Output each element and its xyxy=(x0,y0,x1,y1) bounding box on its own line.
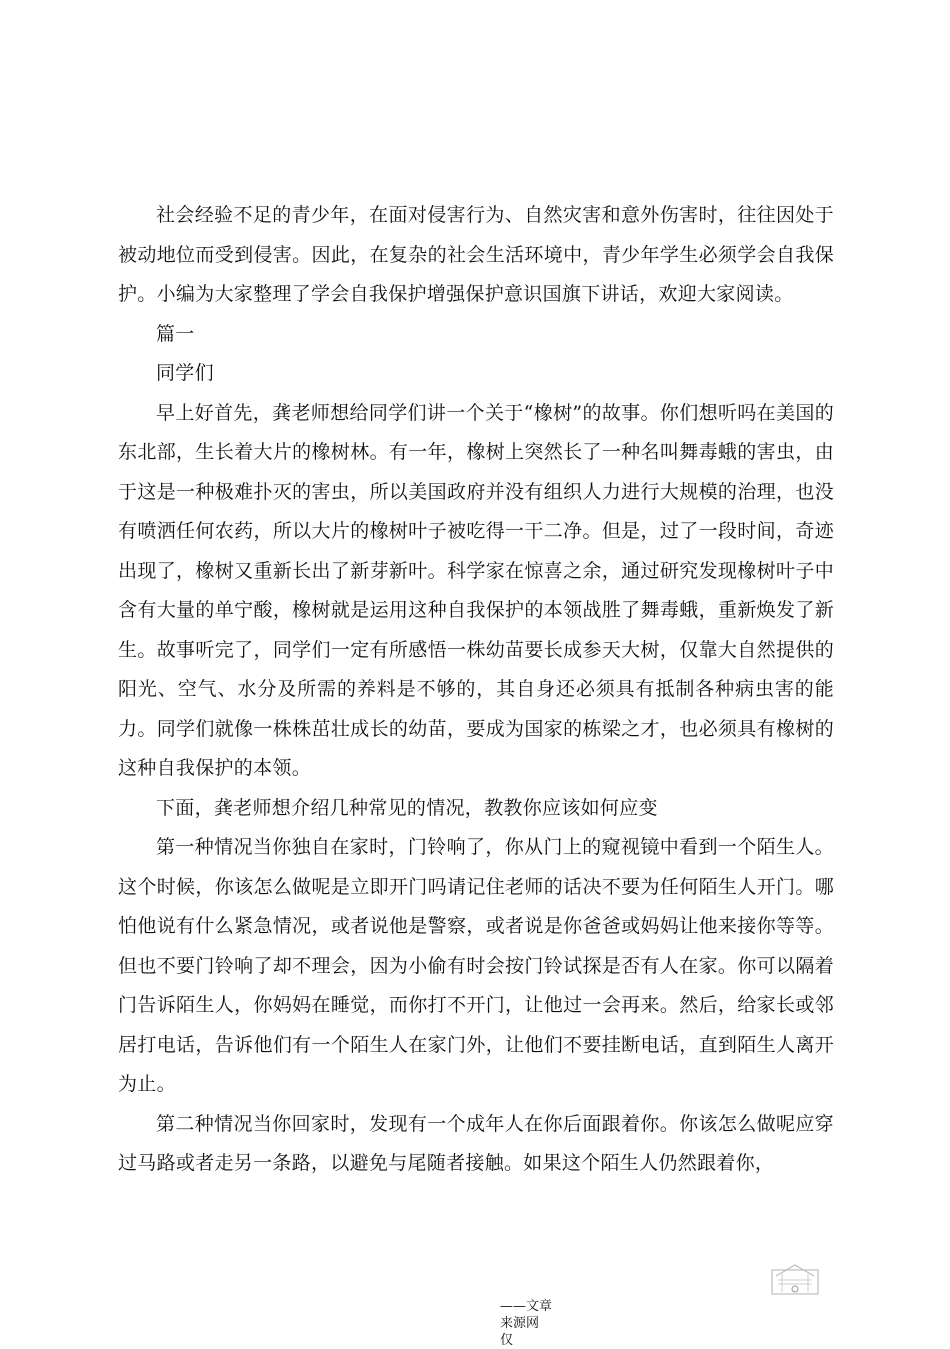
paragraph-oak-story: 早上好首先，龚老师想给同学们讲一个关于“橡树”的故事。你们想听吗在美国的东北部，生长着大片的橡树林。有一年，橡树上突然长了一种名叫舞毒蛾的害虫，由于这是一种极难扑灭的害虫，所以美国政府并没有组织人力进行大规模的治理，也没有喷洒任何农药，所以大片的橡树叶子被吃得一干二净。但是，过了一段时间，奇迹出现了，橡树又重新长出了新芽新叶。科学家在惊喜之余，通过研究发现橡树叶子中含有大量的单宁酸，橡树就是运用这种自我保护的本领战胜了舞毒蛾，重新焕发了新生。故事听完了，同学们一定有所感悟一株幼苗要长成参天大树，仅靠大自然提供的阳光、空气、水分及所需的养料是不够的，其自身还必须具有抵制各种病虫害的能力。同学们就像一株株茁壮成长的幼苗，要成为国家的栋梁之才，也必须具有橡树的这种自我保护的本领。 xyxy=(118,401,834,779)
paragraph-section-heading: 篇一 xyxy=(156,322,195,345)
paragraph-greeting: 同学们 xyxy=(156,362,214,384)
watermark-logo-icon xyxy=(770,1262,820,1296)
paragraph-transition: 下面，龚老师想介绍几种常见的情况，教教你应该如何应变 xyxy=(156,796,658,819)
paragraph-intro: 社会经验不足的青少年，在面对侵害行为、自然灾害和意外伤害时，往往因处于被动地位而受到侵害。因此，在复杂的社会生活环境中，青少年学生必须学会自我保护。小编为大家整理了学会自我保护增强保护意识国旗下讲话，欢迎大家阅读。 xyxy=(118,204,834,305)
paragraph-situation-one: 第一种情况当你独自在家时，门铃响了，你从门上的窥视镜中看到一个陌生人。这个时候，你该怎么做呢是立即开门吗请记住老师的话决不要为任何陌生人开门。哪怕他说有什么紧急情况，或者说他是警察，或者说是你爸爸或妈妈让他来接你等等。但也不要门铃响了却不理会，因为小偷有时会按门铃试探是否有人在家。你可以隔着门告诉陌生人，你妈妈在睡觉，而你打不开门，让他过一会再来。然后，给家长或邻居打电话，告诉他们有一个陌生人在家门外，让他们不要挂断电话，直到陌生人离开为止。 xyxy=(118,836,834,1095)
document-body xyxy=(118,196,834,1184)
footer-source-text: ——文章来源网 仅 xyxy=(500,1299,553,1348)
paragraph-situation-two: 第二种情况当你回家时，发现有一个成年人在你后面跟着你。你该怎么做呢应穿过马路或者走另一条路，以避免与尾随者接触。如果这个陌生人仍然跟着你， xyxy=(118,1112,834,1174)
